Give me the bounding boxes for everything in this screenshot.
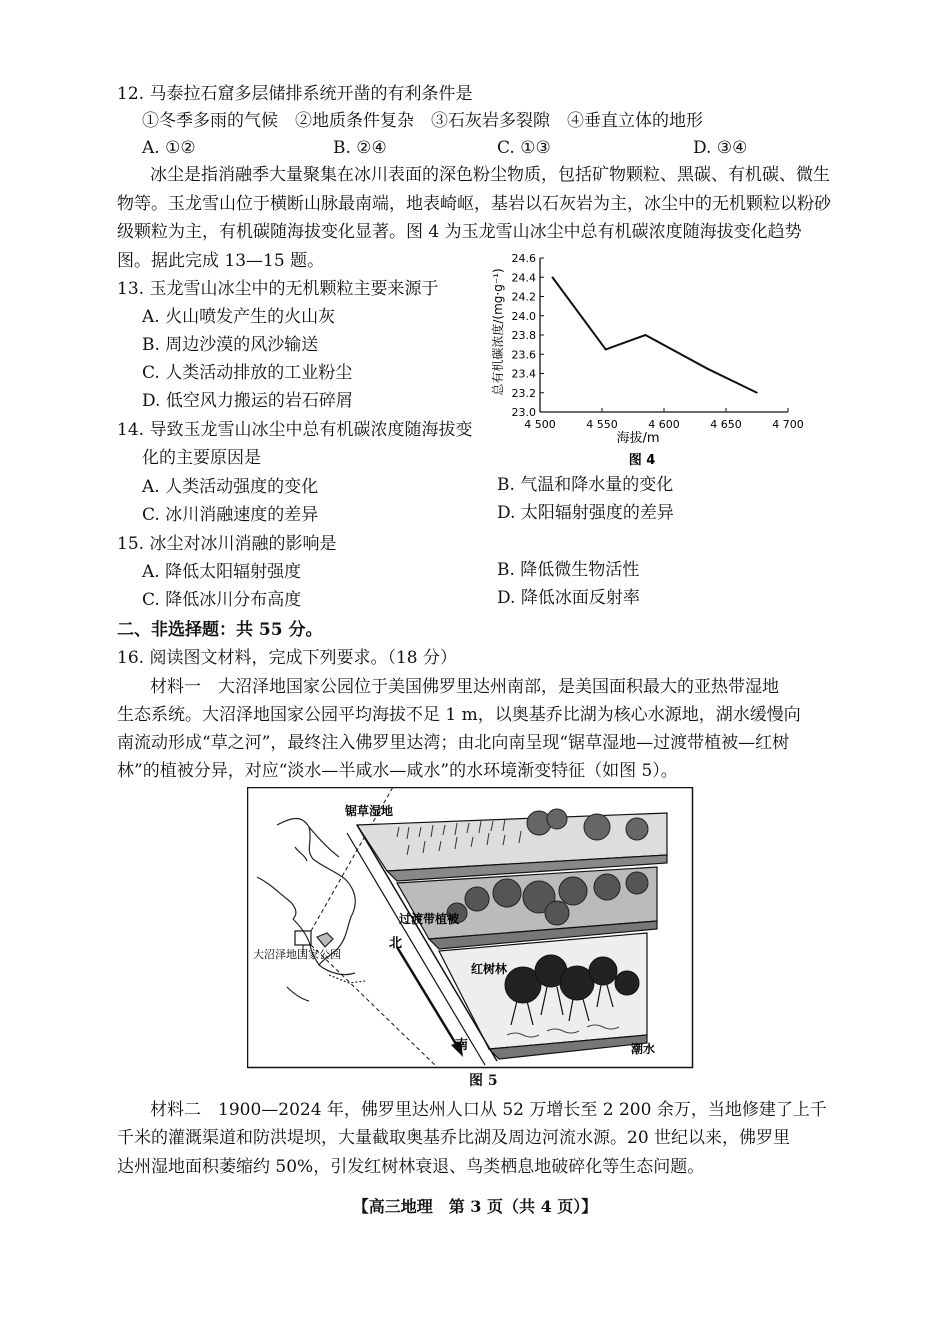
y-tick-label: 23.2 <box>511 386 536 400</box>
passage-line: 冰尘是指消融季大量聚集在冰川表面的深色粉尘物质，包括矿物颗粒、黑碳、有机碳、微生 <box>150 165 830 185</box>
label-mangrove: 红树林 <box>471 962 508 976</box>
q12-stem: 12. 马泰拉石窟多层储排系统开凿的有利条件是 <box>117 84 473 104</box>
passage-line: 物等。玉龙雪山位于横断山脉最南端，地表崎岖，基岩以石灰岩为主，冰尘中的无机颗粒以粉砂 <box>117 194 831 214</box>
q13-option-a: A. 火山喷发产生的火山灰 <box>142 307 336 327</box>
x-tick-label: 4 700 <box>772 418 804 431</box>
y-tick-label: 23.4 <box>511 367 536 381</box>
y-tick-label: 23.0 <box>511 406 536 419</box>
label-tide: 潮水 <box>631 1042 656 1056</box>
y-tick-label: 23.6 <box>511 348 536 362</box>
q14-option-a: A. 人类活动强度的变化 <box>142 477 319 497</box>
q13-option-d: D. 低空风力搬运的岩石碎屑 <box>142 391 353 411</box>
label-transition: 过渡带植被 <box>399 912 460 926</box>
material-2-line: 达州湿地面积萎缩约 50%，引发红树林衰退、鸟类栖息地破碎化等生态问题。 <box>117 1157 705 1177</box>
material-2-line: 千米的灌溉渠道和防洪堤坝，大量截取奥基乔比湖及周边河流水源。20 世纪以来，佛罗里 <box>117 1128 791 1148</box>
material-1-line: 生态系统。大沼泽地国家公园平均海拔不足 1 m，以奥基乔比湖为核心水源地，湖水缓慢向 <box>117 705 801 725</box>
x-tick-label: 4 600 <box>648 418 680 431</box>
chart-title: 图 4 <box>628 453 656 468</box>
y-tick-labels <box>512 252 545 419</box>
inset-label: 大沼泽地国家公园 <box>253 948 341 961</box>
figure-4-chart <box>470 246 830 474</box>
q12-option-a: A. ①② <box>142 138 196 158</box>
q14-option-c: C. 冰川消融速度的差异 <box>142 505 319 525</box>
y-tick-label: 24.0 <box>511 309 536 323</box>
data-points <box>552 276 758 393</box>
q12-items: ①冬季多雨的气候 ②地质条件复杂 ③石灰岩多裂隙 ④垂直立体的地形 <box>142 111 703 131</box>
q12-option-c: C. ①③ <box>497 138 551 158</box>
q15-option-d: D. 降低冰面反射率 <box>497 588 640 608</box>
label-sawgrass: 锯草湿地 <box>345 804 394 818</box>
y-tick-label: 24.6 <box>511 252 536 265</box>
q15-option-c: C. 降低冰川分布高度 <box>142 590 302 610</box>
q15-option-a: A. 降低太阳辐射强度 <box>142 562 302 582</box>
q14-option-d: D. 太阳辐射强度的差异 <box>497 503 674 523</box>
section-heading: 二、非选择题：共 55 分。 <box>117 620 323 640</box>
data-point <box>552 276 554 278</box>
x-tick-label: 4 500 <box>524 418 556 431</box>
label-south: 南 <box>455 1038 469 1053</box>
x-tick-label: 4 550 <box>586 418 618 431</box>
q14-stem-cont: 化的主要原因是 <box>142 448 261 468</box>
material-1-line: 南流动形成“草之河”，最终注入佛罗里达湾；由北向南呈现“锯草湿地—过渡带植被—红树 <box>117 733 790 753</box>
data-point <box>645 334 647 336</box>
y-axis-label: 总有机碳浓度/(mg·g⁻¹) <box>491 268 505 396</box>
page-footer: 【高三地理 第 3 页（共 4 页）】 <box>352 1197 598 1216</box>
material-1-line: 林”的植被分异，对应“淡水—半咸水—咸水”的水环境渐变特征（如图 5）。 <box>117 761 678 781</box>
q12-option-d: D. ③④ <box>693 138 748 158</box>
y-tick-label: 24.4 <box>511 271 536 285</box>
q13-option-b: B. 周边沙漠的风沙输送 <box>142 335 319 355</box>
data-point <box>605 349 607 351</box>
figure-5-caption: 图 5 <box>469 1073 498 1089</box>
x-tick-label: 4 650 <box>710 418 742 431</box>
material-1-line: 材料一 大沼泽地国家公园位于美国佛罗里达州南部，是美国面积最大的亚热带湿地 <box>150 677 779 697</box>
q13-stem: 13. 玉龙雪山冰尘中的无机颗粒主要来源于 <box>117 279 439 299</box>
passage-line: 级颗粒为主，有机碳随海拔变化显著。图 4 为玉龙雪山冰尘中总有机碳浓度随海拔变化趋势 <box>117 222 802 242</box>
q15-option-b: B. 降低微生物活性 <box>497 560 640 580</box>
q12-option-b: B. ②④ <box>333 138 387 158</box>
y-tick-label: 24.2 <box>511 290 536 304</box>
q16-stem: 16. 阅读图文材料，完成下列要求。（18 分） <box>117 648 457 668</box>
data-point <box>707 368 709 370</box>
data-point <box>756 392 758 394</box>
q14-stem: 14. 导致玉龙雪山冰尘中总有机碳浓度随海拔变 <box>117 420 473 440</box>
q14-option-b: B. 气温和降水量的变化 <box>497 475 674 495</box>
figure-5-illustration <box>247 787 697 1069</box>
passage-line: 图。据此完成 13—15 题。 <box>117 251 325 271</box>
label-north: 北 <box>389 936 403 951</box>
x-axis-label: 海拔/m <box>616 431 660 446</box>
material-2-line: 材料二 1900—2024 年，佛罗里达州人口从 52 万增长至 2 200 余万，当地修建了上千 <box>150 1100 827 1120</box>
y-tick-label: 23.8 <box>511 329 536 342</box>
series-line <box>552 277 757 393</box>
q13-option-c: C. 人类活动排放的工业粉尘 <box>142 363 353 383</box>
q15-stem: 15. 冰尘对冰川消融的影响是 <box>117 534 337 554</box>
